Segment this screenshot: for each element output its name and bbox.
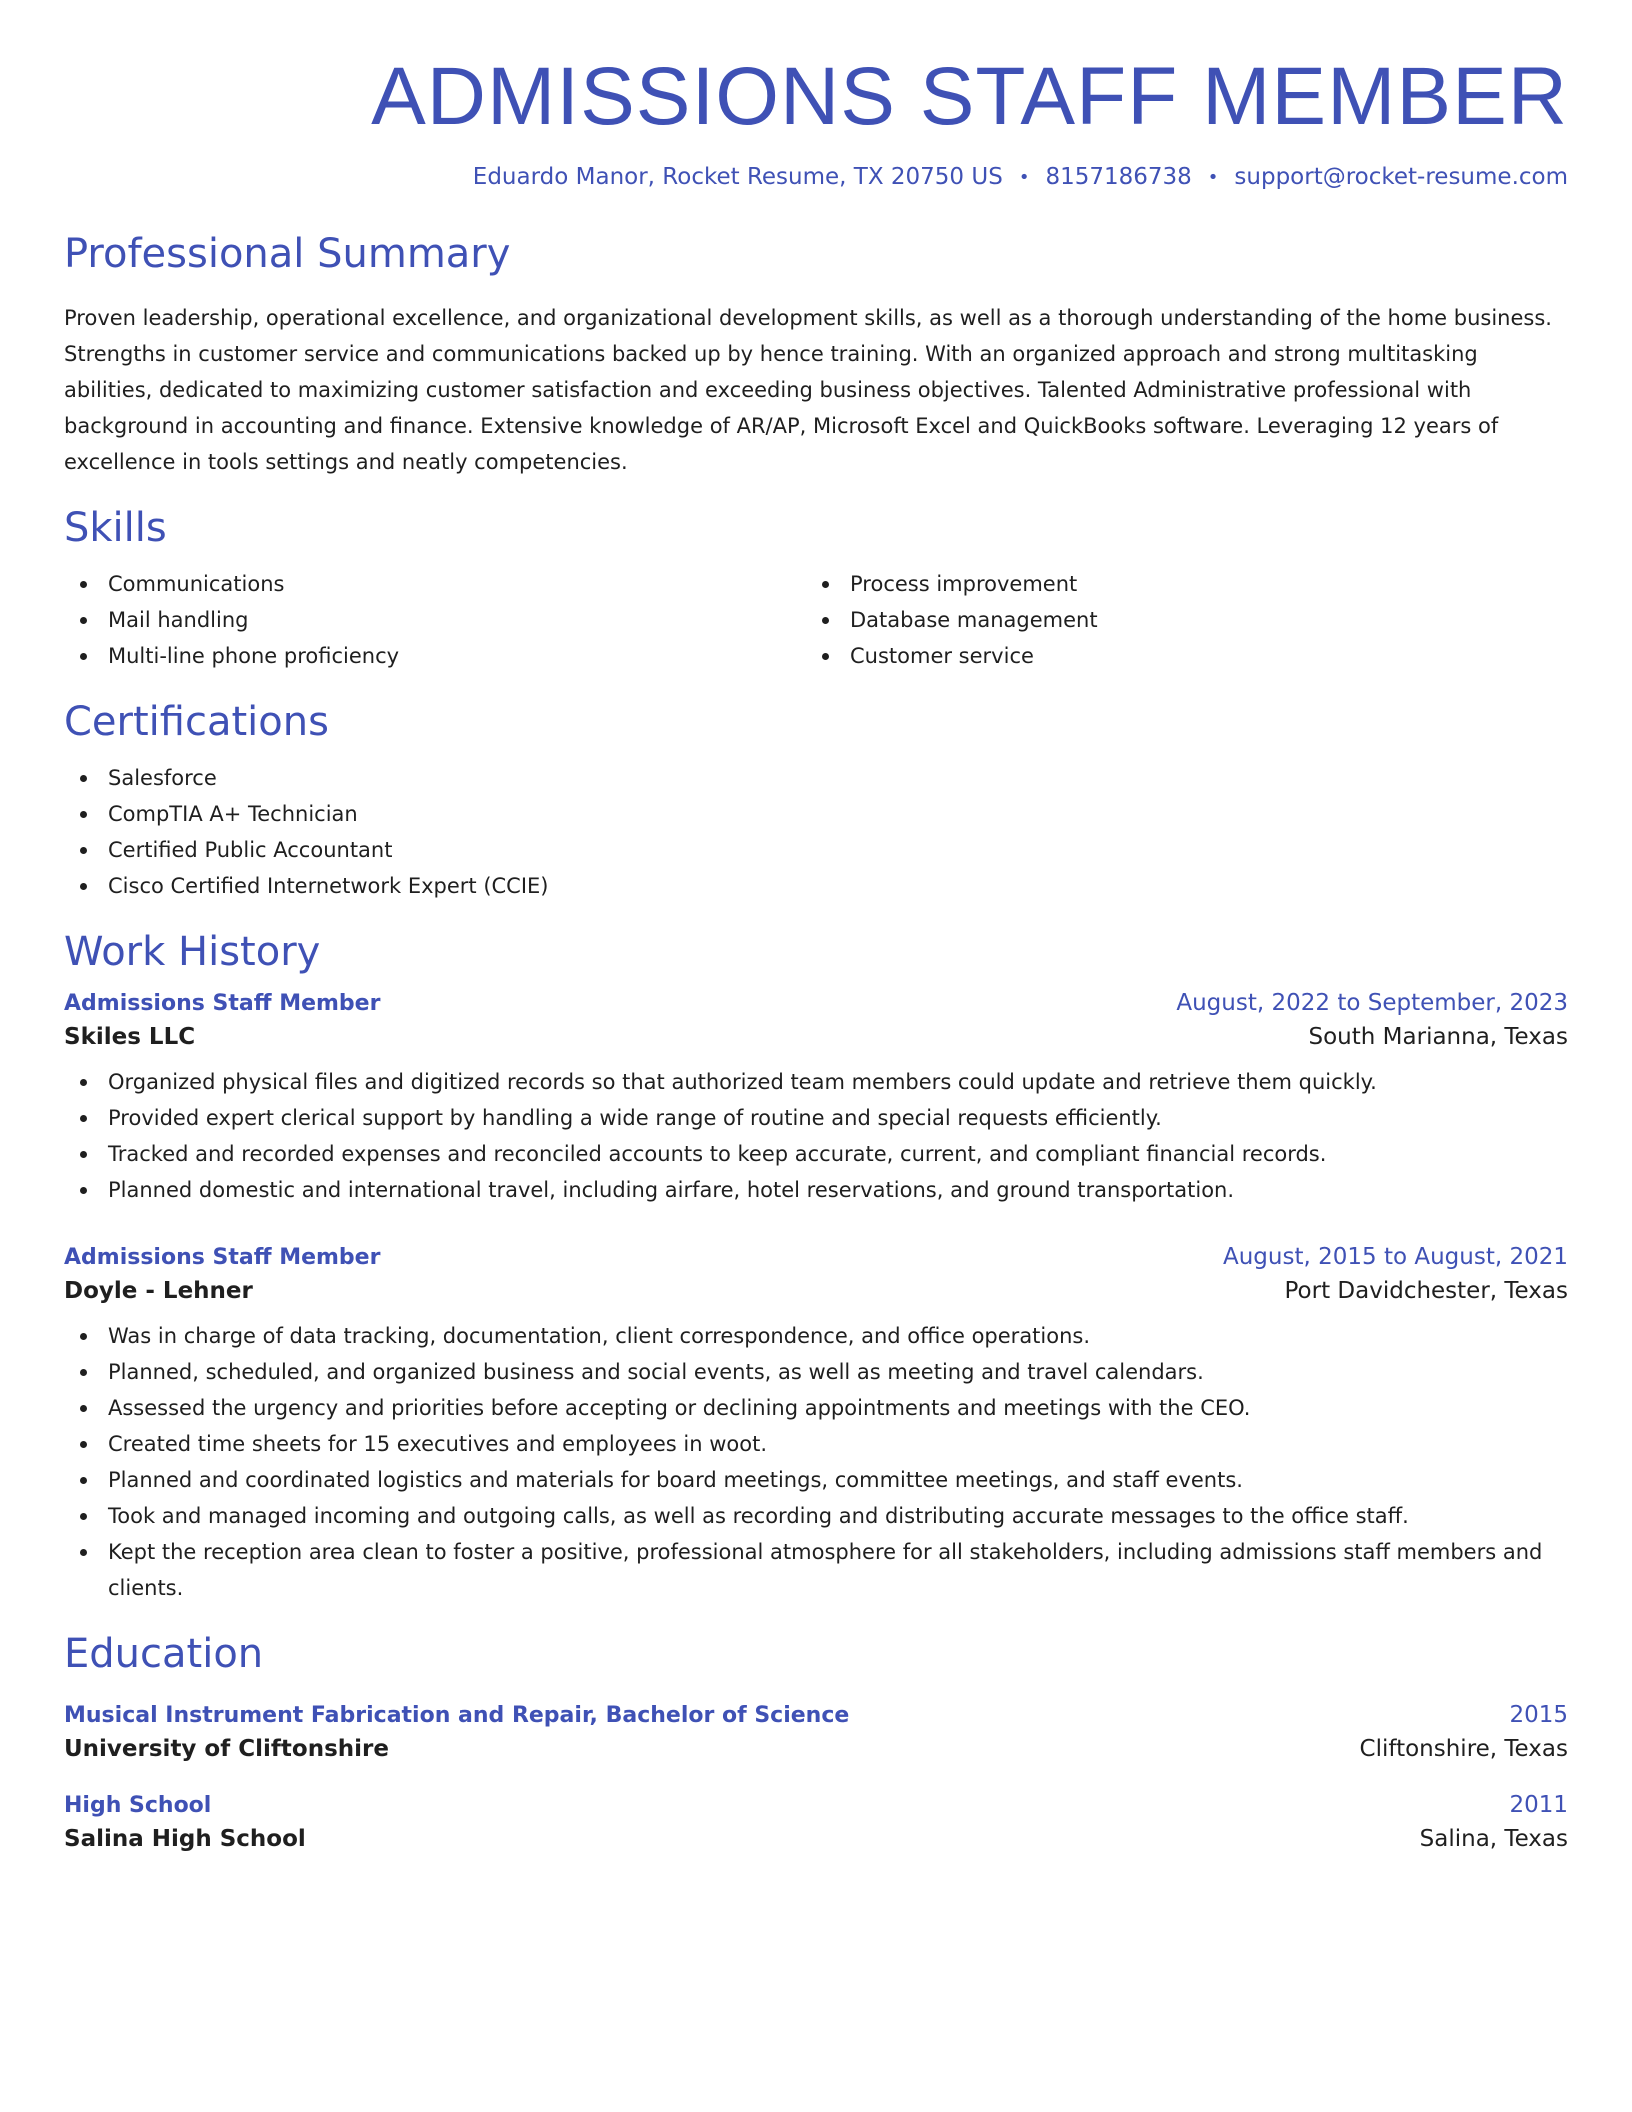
education-year: 2015 bbox=[1509, 1702, 1568, 1729]
contact-address: Eduardo Manor, Rocket Resume, TX 20750 US bbox=[472, 164, 1003, 191]
page-title: ADMISSIONS STAFF MEMBER bbox=[371, 51, 1568, 142]
skills-section bbox=[64, 506, 1568, 674]
certification-item: Certified Public Accountant bbox=[64, 832, 1568, 868]
education-heading: Education bbox=[64, 1631, 264, 1678]
skills-grid bbox=[64, 550, 1568, 674]
job-company: Skiles LLC bbox=[64, 1024, 196, 1051]
education-school-row bbox=[64, 1736, 1568, 1762]
contact-phone: 8157186738 bbox=[1045, 164, 1192, 191]
summary-text: Proven leadership, operational excellence, and organizational development skills, as well as a thorough understanding of the home business. Strengths in customer service and communications backed up by hence training. With an organized approach and strong multitasking abilities, dedicated to maximizing customer satisfaction and exceeding business objectives. Talented Administrative professional with background in accounting and finance. Extensive knowledge of AR/AP, Microsoft Excel and QuickBooks software. Leveraging 12 years of excellence in tools settings and neatly competencies. bbox=[64, 306, 1552, 475]
skills-list-left bbox=[64, 566, 806, 674]
contact-line bbox=[64, 164, 1568, 190]
job-bullet: Assessed the urgency and priorities before accepting or declining appointments and meetings with the CEO. bbox=[64, 1390, 1568, 1426]
contact-email: support@rocket-resume.com bbox=[1234, 164, 1568, 191]
summary-heading: Professional Summary bbox=[64, 231, 511, 278]
job-entry bbox=[64, 990, 1568, 1208]
job-bullet: Organized physical files and digitized records so that authorized team members could update and retrieve them quickly. bbox=[64, 1064, 1568, 1100]
education-degree-row bbox=[64, 1792, 1568, 1818]
job-bullets bbox=[64, 1318, 1568, 1606]
education-entry bbox=[64, 1792, 1568, 1852]
education-entry bbox=[64, 1702, 1568, 1762]
job-bullet: Was in charge of data tracking, documentation, client correspondence, and office operations. bbox=[64, 1318, 1568, 1354]
education-section bbox=[64, 1632, 1568, 1852]
job-dates: August, 2015 to August, 2021 bbox=[1223, 1244, 1568, 1271]
contact-separator: • bbox=[1207, 166, 1219, 188]
education-degree-row bbox=[64, 1702, 1568, 1728]
skills-list-right bbox=[806, 566, 1548, 674]
certifications-list bbox=[64, 760, 1568, 904]
job-company-row bbox=[64, 1024, 1568, 1050]
certifications-section bbox=[64, 700, 1568, 904]
skill-item: Database management bbox=[806, 602, 1548, 638]
certification-item: CompTIA A+ Technician bbox=[64, 796, 1568, 832]
work-history-section bbox=[64, 930, 1568, 1606]
education-location: Cliftonshire, Texas bbox=[1359, 1736, 1568, 1763]
job-dates: August, 2022 to September, 2023 bbox=[1176, 990, 1568, 1017]
job-bullet: Kept the reception area clean to foster a positive, professional atmosphere for all stakeholders, including admissions staff members and clients. bbox=[64, 1534, 1568, 1606]
education-school-row bbox=[64, 1826, 1568, 1852]
job-bullets bbox=[64, 1064, 1568, 1208]
job-bullet: Planned and coordinated logistics and materials for board meetings, committee meetings, and staff events. bbox=[64, 1462, 1568, 1498]
skill-item: Customer service bbox=[806, 638, 1548, 674]
education-degree: Musical Instrument Fabrication and Repair, Bachelor of Science bbox=[64, 1703, 850, 1729]
job-title-row bbox=[64, 1244, 1568, 1270]
education-year: 2011 bbox=[1509, 1792, 1568, 1819]
certification-item: Salesforce bbox=[64, 760, 1568, 796]
job-location: South Marianna, Texas bbox=[1308, 1024, 1568, 1051]
job-bullet: Tracked and recorded expenses and reconciled accounts to keep accurate, current, and compliant financial records. bbox=[64, 1136, 1568, 1172]
skill-item: Multi-line phone proficiency bbox=[64, 638, 806, 674]
skill-item: Process improvement bbox=[806, 566, 1548, 602]
job-location: Port Davidchester, Texas bbox=[1284, 1278, 1568, 1305]
education-school: Salina High School bbox=[64, 1826, 306, 1853]
resume-header bbox=[64, 48, 1568, 190]
skill-item: Communications bbox=[64, 566, 806, 602]
skill-item: Mail handling bbox=[64, 602, 806, 638]
education-school: University of Cliftonshire bbox=[64, 1736, 389, 1763]
job-bullet: Created time sheets for 15 executives and employees in woot. bbox=[64, 1426, 1568, 1462]
job-bullet: Planned, scheduled, and organized business and social events, as well as meeting and travel calendars. bbox=[64, 1354, 1568, 1390]
contact-separator: • bbox=[1018, 166, 1030, 188]
certifications-heading: Certifications bbox=[64, 699, 329, 746]
job-company-row bbox=[64, 1278, 1568, 1304]
job-bullet: Provided expert clerical support by handling a wide range of routine and special requests efficiently. bbox=[64, 1100, 1568, 1136]
education-location: Salina, Texas bbox=[1419, 1826, 1568, 1853]
job-bullet: Planned domestic and international travel, including airfare, hotel reservations, and ground transportation. bbox=[64, 1172, 1568, 1208]
job-title: Admissions Staff Member bbox=[64, 1245, 381, 1271]
job-entry bbox=[64, 1244, 1568, 1606]
job-title: Admissions Staff Member bbox=[64, 991, 381, 1017]
skills-heading: Skills bbox=[64, 505, 167, 552]
job-bullet: Took and managed incoming and outgoing calls, as well as recording and distributing accurate messages to the office staff. bbox=[64, 1498, 1568, 1534]
certification-item: Cisco Certified Internetwork Expert (CCIE) bbox=[64, 868, 1568, 904]
job-company: Doyle - Lehner bbox=[64, 1278, 253, 1305]
work-history-heading: Work History bbox=[64, 929, 321, 976]
education-degree: High School bbox=[64, 1793, 212, 1819]
job-title-row bbox=[64, 990, 1568, 1016]
